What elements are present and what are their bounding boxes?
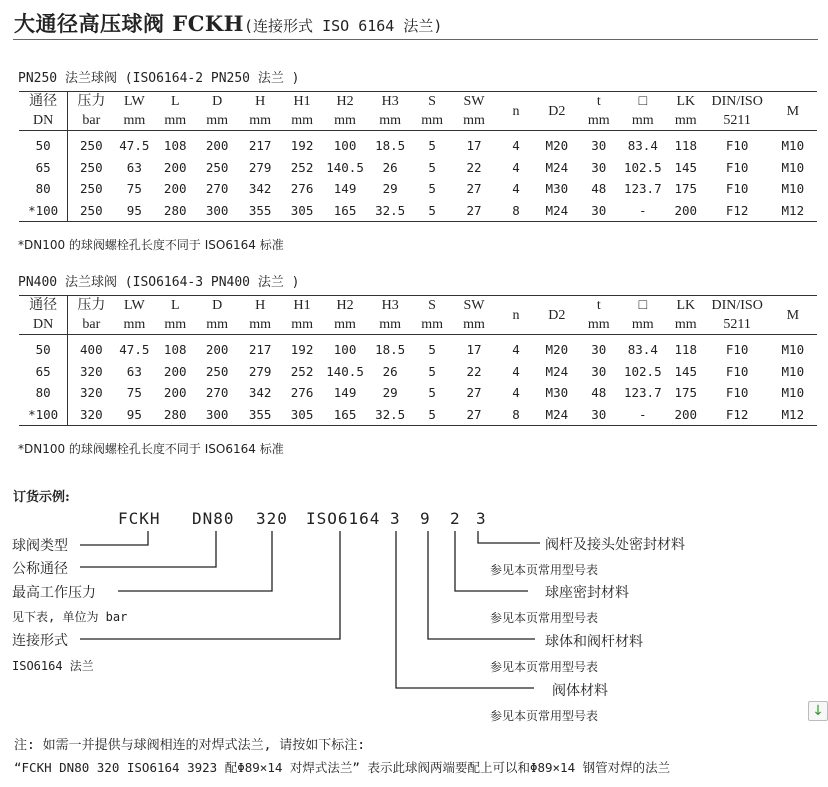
table-cell: 22	[466, 159, 482, 175]
table-cell: 305	[290, 202, 314, 218]
table-cell: 95	[126, 406, 142, 422]
table-cell: 118	[674, 138, 698, 153]
table-cell: M30	[545, 181, 569, 196]
table-cell: 4	[512, 138, 520, 153]
title-sub: (连接形式 ISO 6164 法兰)	[244, 17, 443, 35]
table-cell: 270	[205, 385, 229, 400]
header-bottom-text: DN	[33, 113, 54, 128]
table-cell: 5	[428, 385, 436, 400]
header-top-text: M	[786, 307, 800, 323]
table-cell: M12	[781, 202, 805, 218]
header-top-text: H2	[336, 298, 354, 313]
table-cell: 149	[333, 385, 357, 400]
table-cell: 140.5	[326, 363, 364, 379]
header-top-text: H2	[336, 94, 354, 109]
table-cell: 250	[205, 159, 229, 175]
table-cell: 5	[428, 159, 436, 175]
header-bottom-text: mm	[334, 113, 356, 128]
header-top-text: H3	[381, 298, 399, 313]
table-cell: 250	[80, 202, 103, 218]
table-cell: 279	[248, 159, 272, 175]
table-cell: 5	[428, 363, 436, 379]
header-top-text: D2	[548, 307, 566, 323]
table-cell: 102.5	[623, 363, 662, 379]
table-cell: M10	[781, 138, 805, 153]
table-cell: 320	[80, 406, 103, 422]
table-cell: 50	[19, 131, 68, 157]
table-cell: 48	[591, 181, 607, 196]
table-cell: 165	[333, 406, 357, 422]
label-body-material: 阀体材料	[552, 683, 608, 699]
table-cell: 63	[126, 159, 142, 175]
label-nominal-dn: 公称通径	[12, 561, 68, 577]
table-cell: 140.5	[326, 159, 364, 175]
code-fckh: FCKH	[118, 509, 161, 528]
header-top-text: SW	[463, 94, 485, 109]
header-bottom-text: mm	[674, 113, 697, 128]
header-bottom-text: 5211	[723, 317, 751, 332]
table-cell: 75	[126, 385, 142, 400]
header-bottom-text: DN	[33, 317, 54, 332]
header-bottom-text: mm	[334, 317, 356, 332]
table-cell: 320	[80, 385, 103, 400]
label-valve-type: 球阀类型	[12, 538, 68, 554]
table-cell: 100	[333, 342, 357, 357]
table-cell: 22	[466, 363, 482, 379]
table-cell: 29	[382, 385, 398, 400]
header-top-text: D	[212, 94, 223, 109]
table-cell: 4	[512, 159, 520, 175]
header-top-text: S	[428, 298, 436, 313]
table-cell: F10	[725, 342, 749, 357]
table-cell: M24	[545, 363, 569, 379]
ref-note-2: 参见本页常用型号表	[490, 611, 599, 625]
code-pressure: 320	[256, 509, 288, 528]
header-top-text: n	[512, 307, 520, 323]
header-top-text: H1	[293, 94, 311, 109]
table-cell: 123.7	[623, 181, 662, 196]
table1-caption: PN250 法兰球阀 (ISO6164-2 PN250 法兰 )	[18, 71, 300, 86]
table-cell: -	[639, 202, 647, 218]
code-dn: DN80	[192, 509, 235, 528]
header-top-text: LK	[676, 298, 696, 313]
table-cell: 145	[674, 159, 698, 175]
table-cell: 280	[163, 406, 187, 422]
table-cell: 200	[163, 363, 187, 379]
table-cell: 47.5	[119, 138, 150, 153]
table-cell: 355	[248, 202, 272, 218]
header-bottom-text: mm	[587, 113, 610, 128]
table-cell: 26	[382, 363, 398, 379]
table-cell: 30	[591, 406, 607, 422]
table-cell: 342	[248, 385, 272, 400]
table-cell: 300	[205, 406, 229, 422]
header-top-text: 压力	[77, 94, 106, 109]
table-cell: M10	[781, 159, 805, 175]
table-cell: 118	[674, 342, 698, 357]
code-ball: 9	[420, 509, 431, 528]
table-cell: 26	[382, 159, 398, 175]
label-pressure-note: 见下表, 单位为 bar	[12, 610, 128, 624]
label-max-pressure: 最高工作压力	[12, 585, 96, 601]
header-top-text: n	[512, 103, 520, 119]
table-cell: 200	[163, 159, 187, 175]
table-cell: 192	[290, 138, 314, 153]
table-cell: 250	[205, 363, 229, 379]
code-iso: ISO6164	[306, 509, 381, 528]
scroll-down-button[interactable]: ↓	[808, 701, 828, 721]
header-bottom-text: bar	[82, 317, 101, 332]
table-cell: M10	[781, 385, 805, 400]
table-cell: 83.4	[627, 138, 658, 153]
table-cell: 200	[674, 202, 698, 218]
header-bottom-text: mm	[379, 113, 402, 128]
table-cell: M10	[781, 342, 805, 357]
header-bottom-text: mm	[206, 113, 229, 128]
table-cell: 5	[428, 138, 436, 153]
table-cell: 32.5	[375, 202, 406, 218]
table-cell: M24	[545, 202, 569, 218]
header-top-text: H1	[293, 298, 311, 313]
table-cell: 280	[163, 202, 187, 218]
header-bottom-text: mm	[587, 317, 610, 332]
header-bottom-text: 5211	[723, 113, 751, 128]
header-top-text: LW	[123, 94, 145, 109]
table-cell: 200	[674, 406, 698, 422]
header-top-text: 通径	[29, 94, 58, 109]
table-cell: 30	[591, 138, 607, 153]
header-top-text: LK	[676, 94, 696, 109]
ref-note-3: 参见本页常用型号表	[490, 660, 599, 674]
table-cell: F10	[725, 181, 749, 196]
table-cell: 217	[248, 342, 272, 357]
table-cell: M10	[781, 363, 805, 379]
header-bottom-text: mm	[164, 317, 187, 332]
table-cell: 65	[19, 157, 68, 179]
header-top-text: H3	[381, 94, 399, 109]
table-cell: 200	[205, 342, 229, 357]
header-top-text: L	[170, 94, 180, 109]
table-cell: 276	[290, 385, 314, 400]
table-cell: M20	[545, 138, 569, 153]
table-cell: F12	[725, 406, 749, 422]
header-bottom-text: mm	[249, 317, 272, 332]
table-cell: 4	[512, 181, 520, 196]
table-cell: F12	[725, 202, 749, 218]
table2-note: *DN100 的球阀螺栓孔长度不同于 ISO6164 标准	[18, 442, 284, 456]
table-cell: 27	[466, 181, 482, 196]
header-top-text: t	[596, 94, 601, 109]
table-cell: F10	[725, 159, 749, 175]
table-cell: 108	[163, 342, 187, 357]
table-cell: 30	[591, 202, 607, 218]
footer-example: “FCKH DN80 320 ISO6164 3923 配Φ89×14 对焊式法兰” 表示此球阀两端要配上可以和Φ89×14 钢管对焊的法兰	[14, 760, 671, 775]
table-cell: 48	[591, 385, 607, 400]
table-cell: 75	[126, 181, 142, 196]
table-cell: 175	[674, 385, 698, 400]
code-seat: 2	[450, 509, 461, 528]
header-top-text: □	[638, 298, 648, 313]
header-top-text: H	[255, 298, 266, 313]
table-cell: M12	[781, 406, 805, 422]
header-top-text: H	[255, 94, 266, 109]
table-cell: 300	[205, 202, 229, 218]
table-cell: 5	[428, 202, 436, 218]
table-cell: 18.5	[375, 138, 406, 153]
table-cell: 80	[19, 382, 68, 404]
table-cell: 400	[80, 342, 103, 357]
table-cell: 270	[205, 181, 229, 196]
header-bottom-text: mm	[463, 317, 485, 332]
table-cell: 32.5	[375, 406, 406, 422]
header-top-text: DIN/ISO	[711, 94, 763, 109]
table-cell: 305	[290, 406, 314, 422]
table-cell: 8	[512, 202, 520, 218]
table-cell: 17	[466, 342, 482, 357]
code-stem: 3	[476, 509, 487, 528]
header-bottom-text: mm	[674, 317, 697, 332]
table-cell: M24	[545, 159, 569, 175]
header-bottom-text: mm	[463, 113, 485, 128]
table-cell: F10	[725, 138, 749, 153]
table-cell: 200	[163, 385, 187, 400]
table-cell: 30	[591, 342, 607, 357]
table-cell: 252	[290, 159, 314, 175]
header-bottom-text: mm	[421, 113, 443, 128]
label-stem-seal: 阀杆及接头处密封材料	[545, 537, 685, 553]
label-seat-seal: 球座密封材料	[545, 585, 629, 601]
table-cell: 165	[333, 202, 357, 218]
header-bottom-text: mm	[123, 317, 146, 332]
table-cell: 102.5	[623, 159, 662, 175]
table-cell: 108	[163, 138, 187, 153]
table-cell: 47.5	[119, 342, 150, 357]
table-cell: 27	[466, 385, 482, 400]
header-bottom-text: mm	[123, 113, 146, 128]
header-top-text: 通径	[29, 298, 58, 313]
table-cell: 83.4	[627, 342, 658, 357]
label-ball-stem: 球体和阀杆材料	[545, 634, 643, 650]
table-cell: 145	[674, 363, 698, 379]
header-top-text: DIN/ISO	[711, 298, 763, 313]
table-cell: 65	[19, 361, 68, 383]
ref-note-4: 参见本页常用型号表	[490, 709, 599, 723]
header-bottom-text: mm	[631, 113, 654, 128]
table-cell: 27	[466, 202, 482, 218]
order-heading: 订货示例:	[13, 490, 70, 505]
table-cell: 29	[382, 181, 398, 196]
table-cell: 17	[466, 138, 482, 153]
table-cell: 123.7	[623, 385, 662, 400]
table-cell: M20	[545, 342, 569, 357]
ref-note-1: 参见本页常用型号表	[490, 563, 599, 577]
label-connection-note: ISO6164 法兰	[12, 659, 94, 673]
table-cell: 217	[248, 138, 272, 153]
table-cell: M30	[545, 385, 569, 400]
table-cell: 276	[290, 181, 314, 196]
table-cell: M24	[545, 406, 569, 422]
table-cell: 192	[290, 342, 314, 357]
table-cell: 279	[248, 363, 272, 379]
table-cell: 8	[512, 406, 520, 422]
header-top-text: S	[428, 94, 436, 109]
table-cell: 5	[428, 406, 436, 422]
title-main: 大通径高压球阀 FCKH	[14, 11, 245, 36]
table-cell: 320	[80, 363, 103, 379]
table-cell: 355	[248, 406, 272, 422]
table-cell: M10	[781, 181, 805, 196]
table-cell: *100	[19, 404, 68, 426]
header-top-text: □	[638, 94, 648, 109]
table-cell: 27	[466, 406, 482, 422]
code-body: 3	[390, 509, 401, 528]
header-bottom-text: mm	[164, 113, 187, 128]
table-cell: 250	[80, 159, 103, 175]
header-top-text: SW	[463, 298, 485, 313]
header-top-text: D	[212, 298, 223, 313]
footer-note: 注: 如需一并提供与球阀相连的对焊式法兰, 请按如下标注:	[14, 738, 366, 753]
label-connection: 连接形式	[12, 633, 68, 649]
table-cell: 50	[19, 335, 68, 361]
header-top-text: M	[786, 103, 800, 119]
table-cell: -	[639, 406, 647, 422]
table-cell: 4	[512, 363, 520, 379]
table-cell: 5	[428, 342, 436, 357]
table-cell: F10	[725, 385, 749, 400]
table-cell: 30	[591, 363, 607, 379]
table-cell: 4	[512, 342, 520, 357]
table-cell: 5	[428, 181, 436, 196]
table1-note: *DN100 的球阀螺栓孔长度不同于 ISO6164 标准	[18, 238, 284, 252]
table-cell: 342	[248, 181, 272, 196]
table-cell: 95	[126, 202, 142, 218]
table-cell: 252	[290, 363, 314, 379]
table-cell: 63	[126, 363, 142, 379]
table-cell: F10	[725, 363, 749, 379]
header-bottom-text: mm	[379, 317, 402, 332]
table-cell: *100	[19, 200, 68, 222]
table-cell: 100	[333, 138, 357, 153]
table-cell: 18.5	[375, 342, 406, 357]
header-top-text: t	[596, 298, 601, 313]
header-bottom-text: bar	[82, 113, 101, 128]
header-bottom-text: mm	[249, 113, 272, 128]
header-bottom-text: mm	[291, 113, 313, 128]
table-cell: 175	[674, 181, 698, 196]
header-bottom-text: mm	[291, 317, 313, 332]
table-cell: 250	[80, 138, 103, 153]
header-bottom-text: mm	[421, 317, 443, 332]
header-top-text: L	[170, 298, 180, 313]
table2-caption: PN400 法兰球阀 (ISO6164-3 PN400 法兰 )	[18, 275, 300, 290]
table-cell: 80	[19, 178, 68, 200]
table-cell: 200	[205, 138, 229, 153]
header-bottom-text: mm	[206, 317, 229, 332]
header-top-text: LW	[123, 298, 145, 313]
header-bottom-text: mm	[631, 317, 654, 332]
table-cell: 149	[333, 181, 357, 196]
table-cell: 250	[80, 181, 103, 196]
table-cell: 4	[512, 385, 520, 400]
table-cell: 30	[591, 159, 607, 175]
table-cell: 200	[163, 181, 187, 196]
header-top-text: 压力	[77, 298, 106, 313]
header-top-text: D2	[548, 103, 566, 119]
